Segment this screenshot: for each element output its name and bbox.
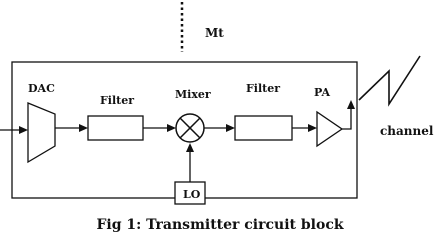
pa-triangle [317, 112, 342, 146]
filter1-block [88, 116, 143, 140]
pa-output-arrowhead [347, 100, 355, 109]
lo-label: LO [183, 188, 201, 201]
dac-label: DAC [28, 82, 55, 95]
filter1-to-mixer-arrowhead [167, 124, 176, 132]
dac-block [28, 103, 55, 162]
mt-label: Mt [205, 26, 224, 40]
input-arrowhead [19, 126, 28, 134]
lo-to-mixer-arrowhead [186, 143, 194, 152]
filter2-to-pa-arrowhead [308, 124, 317, 132]
dac-to-filter-arrowhead [79, 124, 88, 132]
filter2-label: Filter [246, 82, 281, 95]
channel-label: channel [380, 124, 434, 138]
mixer-symbol [176, 114, 204, 142]
channel-zigzag [359, 56, 420, 104]
filter2-block [235, 116, 292, 140]
mixer-label: Mixer [175, 88, 211, 101]
pa-label: PA [314, 86, 331, 99]
mixer-to-filter2-arrowhead [226, 124, 235, 132]
pa-output-line [342, 108, 351, 129]
figure-caption: Fig 1: Transmitter circuit block [96, 217, 344, 233]
filter1-label: Filter [100, 94, 135, 107]
